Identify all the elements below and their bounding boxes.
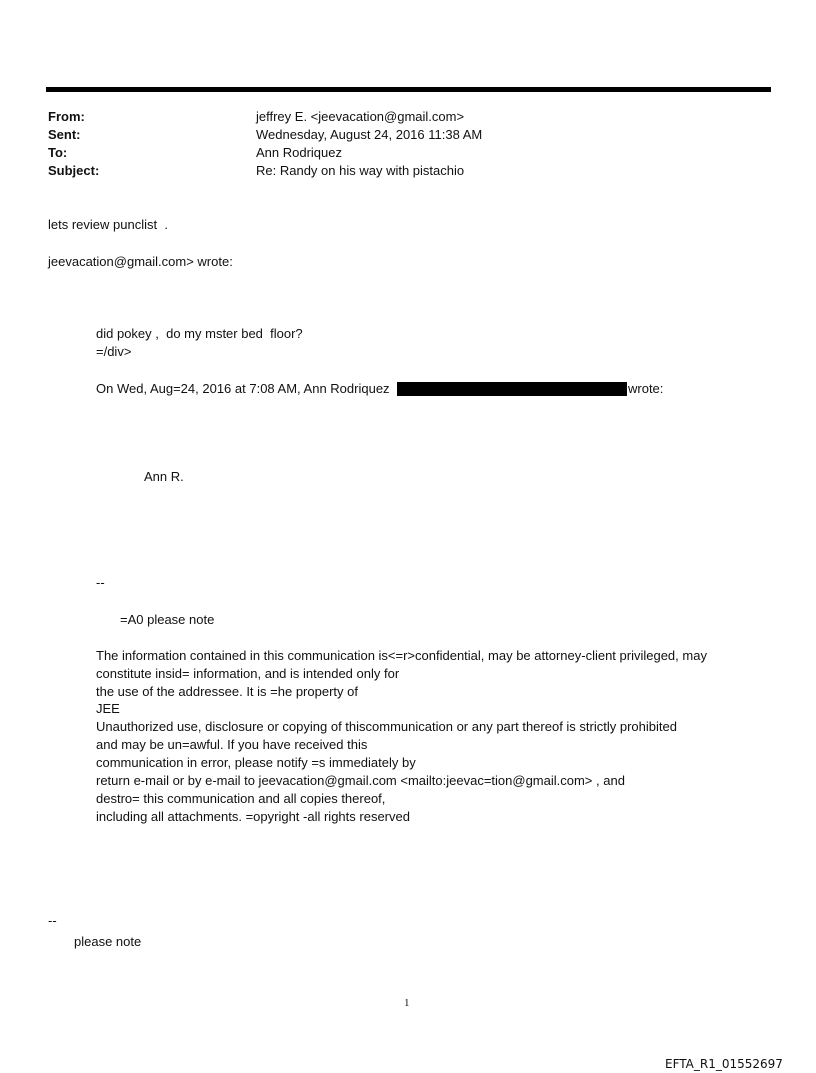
disclaimer-line: including all attachments. =opyright -all rights reserved — [96, 809, 410, 824]
redaction-box — [397, 382, 627, 396]
separator-dashes-1: -- — [96, 575, 105, 590]
reply-header-start: On Wed, Aug=24, 2016 at 7:08 AM, Ann Rodriquez — [96, 381, 390, 396]
disclaimer-line: return e-mail or by e-mail to jeevacation@gmail.com <mailto:jeevac=tion@gmail.com> , and — [96, 773, 625, 788]
to-label: To: — [48, 145, 68, 160]
body-line-2: jeevacation@gmail.com> wrote: — [48, 254, 233, 269]
quote-line-1: did pokey , do my mster bed floor? — [96, 326, 303, 341]
disclaimer-line: the use of the addressee. It is =he property of — [96, 684, 358, 699]
quote-line-2: =/div> — [96, 344, 132, 359]
disclaimer-line: communication in error, please notify =s immediately by — [96, 755, 416, 770]
disclaimer-line: Unauthorized use, disclosure or copying of thiscommunication or any part thereof is strictly prohibited — [96, 719, 677, 734]
signature: Ann R. — [144, 469, 184, 484]
from-label: From: — [48, 109, 85, 124]
page-number: 1 — [404, 997, 410, 1009]
please-note-1: =A0 please note — [120, 612, 215, 627]
separator-dashes-2: -- — [48, 913, 57, 928]
sent-value: Wednesday, August 24, 2016 11:38 AM — [256, 127, 483, 142]
please-note-2: please note — [74, 934, 142, 949]
subject-value: Re: Randy on his way with pistachio — [256, 163, 465, 178]
body-line-1: lets review punclist . — [48, 217, 168, 232]
header-rule — [46, 87, 771, 92]
disclaimer-line: The information contained in this communication is<=r>confidential, may be attorney-client privileged, may — [96, 648, 707, 663]
subject-label: Subject: — [48, 163, 100, 178]
to-value: Ann Rodriquez — [256, 145, 342, 160]
disclaimer-line: and may be un=awful. If you have received this — [96, 737, 368, 752]
disclaimer-line: destro= this communication and all copies thereof, — [96, 791, 386, 806]
reply-header-end: wrote: — [628, 381, 664, 396]
disclaimer-line: constitute insid= information, and is intended only for — [96, 666, 400, 681]
sent-label: Sent: — [48, 127, 81, 142]
bates-number: EFTA_R1_01552697 — [665, 1057, 783, 1071]
from-value: jeffrey E. <jeevacation@gmail.com> — [256, 109, 465, 124]
disclaimer-line: JEE — [96, 701, 120, 716]
